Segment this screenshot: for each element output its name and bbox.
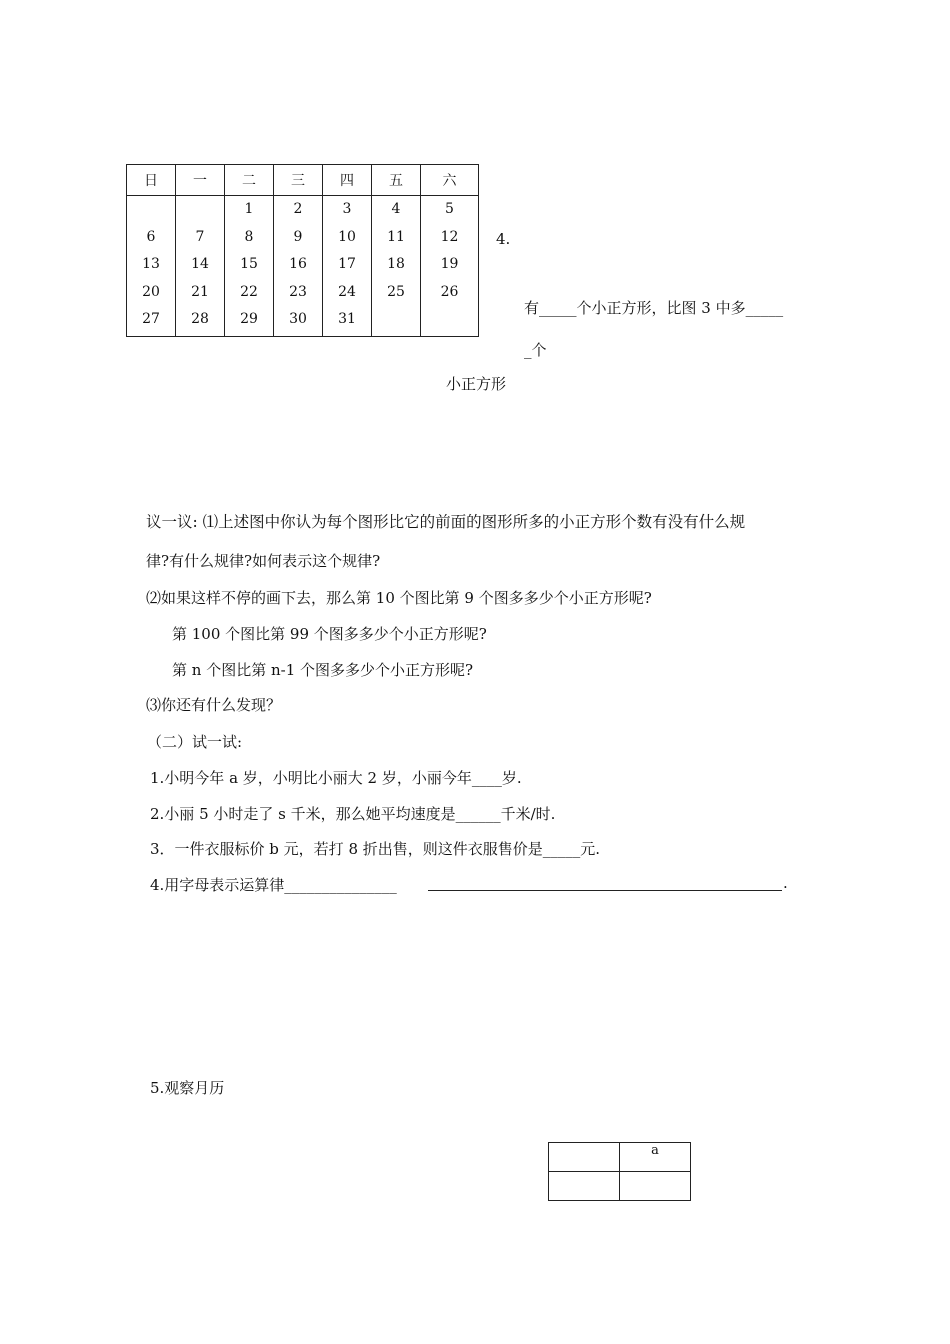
q4-line1: 有_____个小正方形，比图 3 中多_____ xyxy=(524,299,784,317)
calendar-date: 6 xyxy=(146,228,156,245)
calendar-table xyxy=(126,164,479,337)
calendar-date: 7 xyxy=(195,228,205,245)
calendar-date: 31 xyxy=(338,311,356,328)
discuss-p1b: 律?有什么规律?如何表示这个规律? xyxy=(146,552,381,570)
try-q4-answer-line xyxy=(428,890,782,891)
calendar-header-sun: 日 xyxy=(127,165,176,196)
grid-cell-a: a xyxy=(620,1143,691,1172)
calendar-date: 4 xyxy=(391,201,401,217)
calendar-body-row xyxy=(127,196,479,337)
calendar-date: 29 xyxy=(240,311,258,328)
calendar-date: 2 xyxy=(293,201,303,217)
discuss-p3: ⑶你还有什么发现？ xyxy=(146,696,282,714)
calendar-date: 9 xyxy=(293,228,303,245)
calendar-date: 10 xyxy=(338,228,356,245)
calendar-date: 13 xyxy=(142,256,160,273)
calendar-date: 20 xyxy=(142,283,160,300)
calendar-date: 21 xyxy=(191,283,209,300)
calendar-date xyxy=(372,306,420,334)
calendar-header-mon: 一 xyxy=(176,165,225,196)
calendar-date xyxy=(421,306,478,334)
try-q5: 5.观察月历 xyxy=(150,1079,225,1097)
calendar-date: 22 xyxy=(240,283,258,300)
try-q1: 1.小明今年 a 岁，小明比小丽大 2 岁，小丽今年____岁. xyxy=(150,769,522,787)
calendar-date: 1 xyxy=(244,201,254,217)
try-heading: （二）试一试: xyxy=(147,733,243,751)
discuss-p1a: 议一议: ⑴上述图中你认为每个图形比它的前面的图形所多的小正方形个数有没有什么规 xyxy=(146,513,746,531)
calendar-date: 3 xyxy=(342,201,352,217)
q4-number: 4. xyxy=(496,230,511,248)
calendar-column-fri xyxy=(372,196,421,337)
calendar-date: 18 xyxy=(387,256,405,273)
try-q2: 2.小丽 5 小时走了 s 千米，那么她平均速度是______千米/时. xyxy=(150,805,556,823)
calendar-header-fri: 五 xyxy=(372,165,421,196)
calendar-date: 12 xyxy=(440,228,459,245)
calendar-header-wed: 三 xyxy=(274,165,323,196)
calendar-header-row xyxy=(127,165,479,196)
calendar-date: 11 xyxy=(387,228,405,245)
discuss-p2b: 第 100 个图比第 99 个图多多少个小正方形呢? xyxy=(172,625,487,643)
calendar-column-tue xyxy=(225,196,274,337)
discuss-p2: ⑵如果这样不停的画下去，那么第 10 个图比第 9 个图多多少个小正方形呢? xyxy=(146,589,652,607)
try-q4-suffix: . xyxy=(783,874,788,892)
grid-cell xyxy=(549,1143,620,1172)
calendar-date: 27 xyxy=(142,311,160,328)
calendar-grid-2x2 xyxy=(548,1142,691,1201)
calendar-date: 19 xyxy=(440,256,459,273)
calendar-date: 5 xyxy=(445,201,454,217)
calendar-date: 24 xyxy=(338,283,356,300)
calendar-date: 28 xyxy=(191,311,209,328)
calendar-date: 8 xyxy=(244,228,254,245)
try-q3: 3．一件衣服标价 b 元，若打 8 折出售，则这件衣服售价是_____元. xyxy=(150,840,601,858)
calendar-date: 14 xyxy=(191,256,209,273)
calendar-column-sat xyxy=(421,196,479,337)
grid-cell xyxy=(620,1172,691,1201)
calendar-header-sat: 六 xyxy=(421,165,479,196)
q4-line2: _个 xyxy=(524,341,547,359)
calendar-date: 16 xyxy=(289,256,307,273)
calendar-header-thu: 四 xyxy=(323,165,372,196)
calendar-date: 23 xyxy=(289,283,307,300)
calendar-header-tue: 二 xyxy=(225,165,274,196)
calendar-date: 25 xyxy=(387,283,405,300)
calendar-date: 26 xyxy=(440,283,459,300)
try-q4-prefix: 4.用字母表示运算律_______________ xyxy=(150,876,397,894)
calendar-date: 30 xyxy=(289,311,307,328)
calendar-date: 15 xyxy=(240,256,258,273)
calendar-column-mon xyxy=(176,196,225,337)
calendar-date xyxy=(127,196,175,224)
calendar-column-thu xyxy=(323,196,372,337)
q4-line3: 小正方形 xyxy=(446,375,507,393)
calendar-date: 17 xyxy=(338,256,356,273)
calendar-column-wed xyxy=(274,196,323,337)
grid-cell xyxy=(549,1172,620,1201)
calendar-column-sun xyxy=(127,196,176,337)
discuss-p2c: 第 n 个图比第 n-1 个图多多少个小正方形呢? xyxy=(172,661,474,679)
calendar-date xyxy=(176,196,224,224)
